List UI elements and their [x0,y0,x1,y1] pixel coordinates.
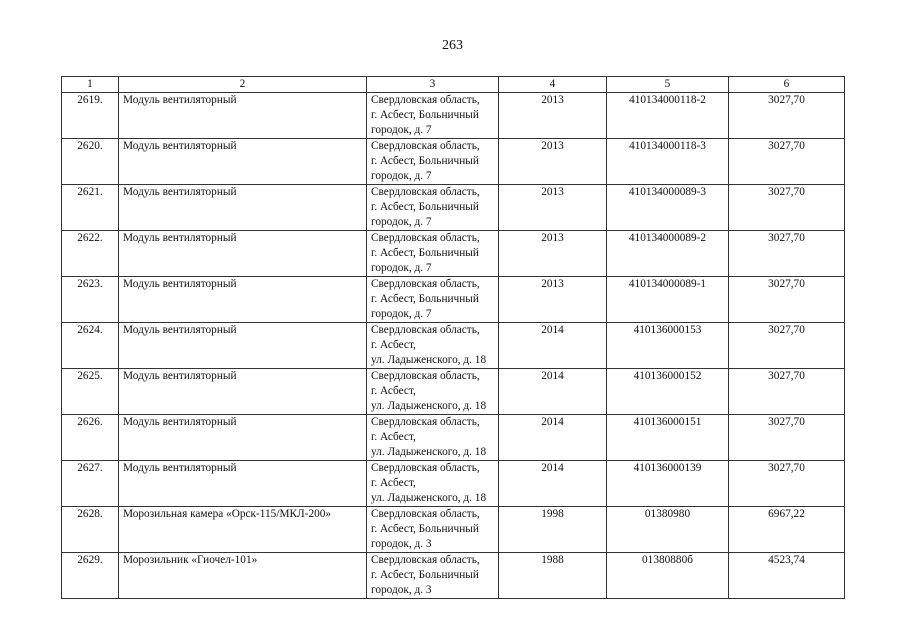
table-row [62,369,845,415]
item-name: Модуль вентиляторный [119,231,367,277]
item-year: 2013 [499,139,607,185]
page-number: 263 [442,38,463,53]
item-year: 1988 [499,553,607,599]
table-row [62,323,845,369]
row-number: 2623. [62,277,119,323]
item-cost: 3027,70 [729,461,845,507]
item-cost: 3027,70 [729,323,845,369]
item-year: 2013 [499,185,607,231]
column-header-1: 1 [62,77,119,93]
item-cost: 3027,70 [729,185,845,231]
item-address [367,323,499,369]
address-line: Свердловская область, [371,278,480,290]
address-line: г. Асбест, [371,431,416,443]
address-line: г. Асбест, Больничный [371,247,479,259]
row-number: 2625. [62,369,119,415]
table-row [62,415,845,461]
inventory-number: 410136000139 [607,461,729,507]
item-cost: 3027,70 [729,139,845,185]
address-line: Свердловская область, [371,416,480,428]
table-row [62,185,845,231]
address-line: г. Асбест, [371,477,416,489]
address-line: г. Асбест, Больничный [371,155,479,167]
address-line: г. Асбест, Больничный [371,201,479,213]
address-line: Свердловская область, [371,186,480,198]
address-line: ул. Ладыженского, д. 18 [371,492,487,504]
address-line: городок, д. 7 [371,124,432,136]
item-name: Модуль вентиляторный [119,369,367,415]
item-name: Морозильная камера «Орск-115/МКЛ-200» [119,507,367,553]
address-line: ул. Ладыженского, д. 18 [371,354,487,366]
item-cost: 3027,70 [729,93,845,139]
row-number: 2628. [62,507,119,553]
item-address [367,461,499,507]
table-row [62,93,845,139]
address-line: городок, д. 7 [371,308,432,320]
address-line: Свердловская область, [371,554,480,566]
row-number: 2621. [62,185,119,231]
item-year: 2013 [499,231,607,277]
address-line: городок, д. 7 [371,216,432,228]
inventory-number: 410134000089-1 [607,277,729,323]
address-line: городок, д. 3 [371,538,432,550]
item-cost: 6967,22 [729,507,845,553]
address-line: Свердловская область, [371,94,480,106]
column-header-5: 5 [607,77,729,93]
item-address [367,415,499,461]
row-number: 2629. [62,553,119,599]
item-year: 2014 [499,323,607,369]
address-line: Свердловская область, [371,140,480,152]
table-row [62,277,845,323]
item-name: Модуль вентиляторный [119,93,367,139]
item-name: Модуль вентиляторный [119,323,367,369]
inventory-number: 410136000153 [607,323,729,369]
inventory-number: 410134000089-3 [607,185,729,231]
row-number: 2619. [62,93,119,139]
table-row [62,461,845,507]
item-address [367,369,499,415]
item-address [367,553,499,599]
table-row [62,553,845,599]
address-line: Свердловская область, [371,324,480,336]
item-cost: 3027,70 [729,231,845,277]
item-cost: 4523,74 [729,553,845,599]
table-row [62,139,845,185]
row-number: 2627. [62,461,119,507]
item-year: 2014 [499,369,607,415]
item-address [367,93,499,139]
table-body [62,93,845,599]
inventory-number: 01380980 [607,507,729,553]
item-name: Модуль вентиляторный [119,277,367,323]
column-number-row [62,77,845,93]
item-address [367,507,499,553]
item-year: 1998 [499,507,607,553]
address-line: г. Асбест, Больничный [371,109,479,121]
column-header-3: 3 [367,77,499,93]
address-line: Свердловская область, [371,508,480,520]
item-name: Морозильник «Гиочел-101» [119,553,367,599]
address-line: г. Асбест, Больничный [371,569,479,581]
address-line: городок, д. 7 [371,262,432,274]
row-number: 2626. [62,415,119,461]
table-row [62,507,845,553]
item-address [367,185,499,231]
inventory-number: 410134000089-2 [607,231,729,277]
item-address [367,231,499,277]
address-line: г. Асбест, Больничный [371,293,479,305]
item-name: Модуль вентиляторный [119,185,367,231]
address-line: Свердловская область, [371,370,480,382]
property-registry-table [61,76,845,599]
item-cost: 3027,70 [729,415,845,461]
inventory-number: 410134000118-2 [607,93,729,139]
address-line: г. Асбест, Больничный [371,523,479,535]
address-line: Свердловская область, [371,232,480,244]
address-line: городок, д. 3 [371,584,432,596]
item-cost: 3027,70 [729,369,845,415]
item-name: Модуль вентиляторный [119,461,367,507]
address-line: городок, д. 7 [371,170,432,182]
inventory-number: 410134000118-3 [607,139,729,185]
address-line: ул. Ладыженского, д. 18 [371,400,487,412]
address-line: г. Асбест, [371,385,416,397]
item-year: 2013 [499,93,607,139]
address-line: ул. Ладыженского, д. 18 [371,446,487,458]
row-number: 2624. [62,323,119,369]
address-line: г. Асбест, [371,339,416,351]
item-year: 2013 [499,277,607,323]
inventory-number: 01380880б [607,553,729,599]
column-header-4: 4 [499,77,607,93]
address-line: Свердловская область, [371,462,480,474]
item-name: Модуль вентиляторный [119,415,367,461]
item-year: 2014 [499,415,607,461]
item-cost: 3027,70 [729,277,845,323]
item-name: Модуль вентиляторный [119,139,367,185]
row-number: 2620. [62,139,119,185]
row-number: 2622. [62,231,119,277]
column-header-6: 6 [729,77,845,93]
table-row [62,231,845,277]
item-address [367,139,499,185]
inventory-number: 410136000151 [607,415,729,461]
inventory-number: 410136000152 [607,369,729,415]
item-address [367,277,499,323]
column-header-2: 2 [119,77,367,93]
item-year: 2014 [499,461,607,507]
